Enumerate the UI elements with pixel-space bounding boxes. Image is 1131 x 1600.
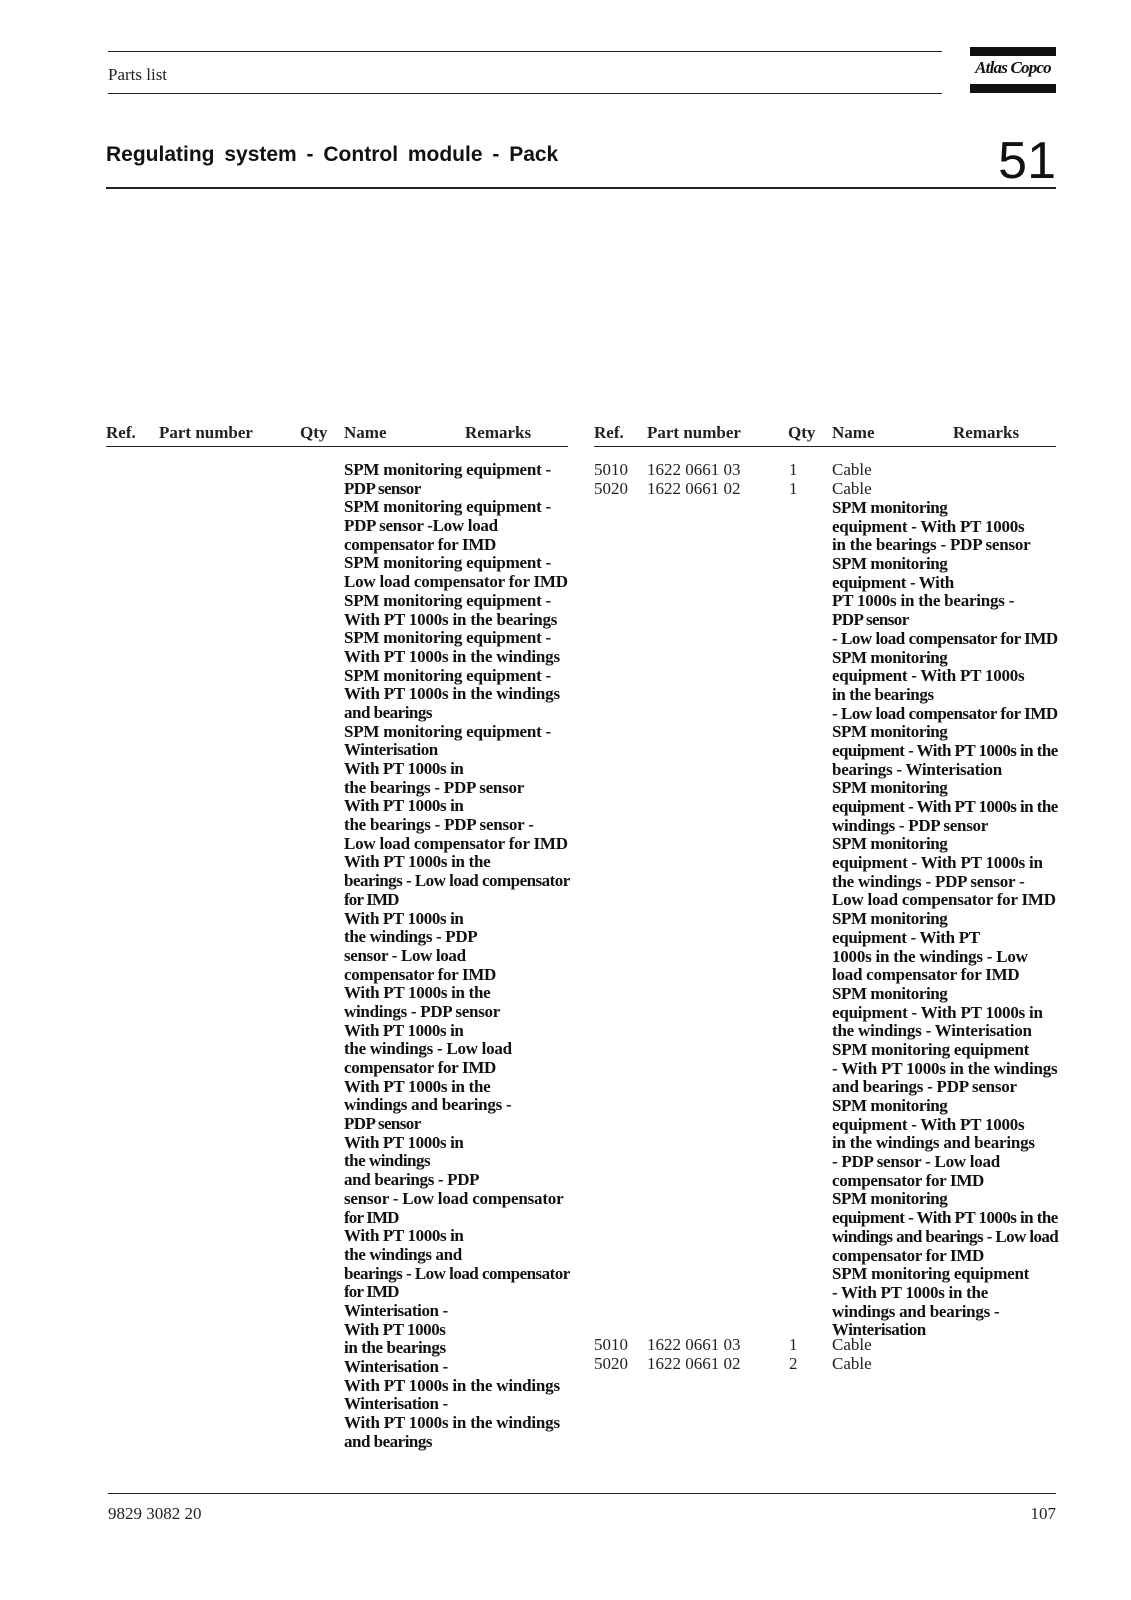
name-line: and bearings	[344, 702, 432, 722]
right-col-part-number: Part number	[647, 423, 741, 442]
name-line: in the bearings	[344, 1338, 446, 1358]
name-line: With PT 1000s in	[344, 908, 464, 928]
name-line: compensator for IMD	[344, 534, 497, 554]
right-col-qty: Qty	[788, 423, 816, 442]
name-line: With PT 1000s in	[344, 759, 464, 778]
name-line: PDP sensor -Low load	[344, 516, 498, 536]
name-line: SPM monitoring equipment -	[344, 553, 551, 573]
footer-doc-number: 9829 3082 20	[108, 1504, 202, 1523]
name-line: in the windings and bearings	[832, 1133, 1035, 1153]
name-line: in the bearings	[832, 684, 934, 704]
name-line: With PT 1000s in the windings	[344, 1375, 560, 1395]
left-col-name: Name	[344, 423, 387, 442]
name-line: SPM monitoring equipment -	[344, 665, 551, 685]
row-name: Cable	[832, 1335, 872, 1354]
name-line: bearings - Winterisation	[832, 759, 1002, 779]
row-ref: 5020	[594, 1353, 628, 1373]
footer-page-number: 107	[1030, 1504, 1056, 1523]
row-name: Cable	[832, 1353, 872, 1373]
name-line: Winterisation	[832, 1320, 926, 1340]
name-line: Winterisation -	[344, 1357, 448, 1376]
name-line: the windings - PDP sensor -	[832, 871, 1025, 891]
section-number: 51	[998, 132, 1056, 190]
name-line: PT 1000s in the bearings -	[832, 591, 1015, 611]
name-line: With PT 1000s	[344, 1319, 446, 1339]
name-line: SPM monitoring	[832, 554, 948, 574]
name-line: equipment - With PT 1000s	[832, 516, 1025, 536]
row-ref: 5010	[594, 1335, 628, 1354]
row-qty: 1	[789, 460, 798, 479]
name-line: With PT 1000s in the bearings	[344, 609, 558, 629]
row-part-number: 1622 0661 03	[647, 460, 741, 479]
section-rule	[106, 187, 1056, 189]
left-name-list	[344, 461, 576, 1451]
name-line: sensor - Low load	[344, 945, 466, 965]
name-line: equipment - With PT 1000s in the	[832, 797, 1058, 816]
name-line: 1000s in the windings - Low	[832, 946, 1028, 966]
name-line: SPM monitoring	[832, 1189, 948, 1209]
name-line: SPM monitoring	[832, 722, 948, 742]
footer-rule	[108, 1493, 1056, 1494]
logo-top-bar	[970, 47, 1056, 56]
row-part-number: 1622 0661 03	[647, 1335, 741, 1354]
name-line: and bearings	[344, 1431, 432, 1451]
name-line: in the bearings - PDP sensor	[832, 535, 1031, 555]
name-line: for IMD	[344, 889, 399, 909]
name-line: for IMD	[344, 1282, 399, 1302]
name-line: windings and bearings -	[344, 1095, 512, 1115]
name-line: equipment - With PT 1000s in the	[832, 1208, 1058, 1228]
name-line: equipment - With PT 1000s in	[832, 1002, 1043, 1022]
name-line: With PT 1000s in the windings	[344, 684, 560, 704]
name-line: With PT 1000s in the	[344, 983, 491, 1003]
name-line: SPM monitoring equipment	[832, 1039, 1030, 1059]
name-line: PDP sensor	[344, 478, 421, 498]
row-ref: 5020	[594, 478, 628, 498]
name-line: compensator for IMD	[344, 964, 497, 984]
row-ref: 5010	[594, 460, 628, 479]
name-line: SPM monitoring equipment -	[344, 497, 551, 517]
atlas-copco-logo	[970, 47, 1056, 93]
name-line: sensor - Low load compensator	[344, 1188, 564, 1208]
name-line: Low load compensator for IMD	[344, 572, 568, 592]
name-line: equipment - With PT 1000s	[832, 666, 1025, 686]
name-line: equipment - With PT 1000s in the	[832, 740, 1058, 760]
name-line: - Low load compensator for IMD	[832, 703, 1058, 723]
name-line: and bearings - PDP	[344, 1170, 480, 1190]
name-line: Winterisation -	[344, 1300, 448, 1320]
name-line: the bearings - PDP sensor -	[344, 815, 534, 835]
row-name: Cable	[832, 460, 872, 479]
name-line: the windings - PDP	[344, 927, 478, 947]
right-col-name: Name	[832, 423, 875, 442]
name-line: Winterisation	[344, 740, 438, 760]
name-line: SPM monitoring equipment -	[344, 590, 551, 610]
name-line: compensator for IMD	[344, 1058, 497, 1077]
name-line: SPM monitoring equipment -	[344, 628, 551, 648]
left-col-remarks: Remarks	[465, 423, 532, 442]
right-col-remarks: Remarks	[953, 423, 1020, 442]
name-line: windings - PDP sensor	[832, 815, 988, 835]
section-title: Regulating system - Control module - Pack	[106, 143, 559, 166]
left-header-rule	[106, 446, 568, 447]
name-line: - With PT 1000s in the windings	[832, 1058, 1058, 1078]
name-line: SPM monitoring	[832, 647, 948, 667]
name-line: SPM monitoring	[832, 983, 948, 1003]
name-line: SPM monitoring	[832, 909, 948, 929]
name-line: PDP sensor	[344, 1114, 421, 1134]
name-line: windings and bearings -	[832, 1301, 1000, 1321]
name-line: load compensator for IMD	[832, 965, 1020, 985]
left-col-part-number: Part number	[159, 423, 253, 442]
right-col-ref: Ref.	[594, 423, 624, 442]
name-line: With PT 1000s in	[344, 1020, 464, 1040]
name-line: Winterisation -	[344, 1394, 448, 1414]
name-line: equipment - With PT	[832, 927, 980, 947]
name-line: SPM monitoring	[832, 1096, 948, 1115]
name-line: Low load compensator for IMD	[832, 890, 1056, 910]
name-line: the windings and	[344, 1244, 462, 1264]
name-line: Low load compensator for IMD	[344, 833, 568, 853]
right-name-list	[832, 499, 1064, 1340]
row-name: Cable	[832, 478, 872, 498]
header-top-rule	[108, 51, 942, 52]
row-part-number: 1622 0661 02	[647, 478, 741, 498]
name-line: equipment - With	[832, 572, 954, 592]
left-col-qty: Qty	[300, 423, 328, 442]
name-line: and bearings - PDP sensor	[832, 1077, 1017, 1097]
name-line: SPM monitoring equipment	[832, 1264, 1030, 1284]
name-line: for IMD	[344, 1207, 399, 1227]
name-line: With PT 1000s in	[344, 796, 464, 816]
name-line: the windings - Winterisation	[832, 1021, 1032, 1041]
name-line: With PT 1000s in the windings	[344, 1413, 560, 1433]
name-line: SPM monitoring equipment -	[344, 460, 551, 479]
name-line: compensator for IMD	[832, 1245, 985, 1265]
name-line: - With PT 1000s in the	[832, 1282, 989, 1302]
left-col-ref: Ref.	[106, 423, 136, 442]
logo-bottom-bar	[970, 84, 1056, 93]
name-line: SPM monitoring	[832, 778, 948, 798]
name-line: With PT 1000s in the windings	[344, 646, 560, 666]
name-line: bearings - Low load compensator	[344, 1263, 570, 1283]
logo-wordmark: Atlas Copco	[975, 58, 1051, 77]
name-line: the windings	[344, 1151, 431, 1171]
name-line: bearings - Low load compensator	[344, 871, 570, 891]
name-line: With PT 1000s in	[344, 1226, 464, 1246]
name-line: compensator for IMD	[832, 1170, 985, 1190]
name-line: the windings - Low load	[344, 1039, 512, 1059]
header-label: Parts list	[108, 65, 168, 84]
row-qty: 2	[789, 1353, 798, 1373]
name-line: equipment - With PT 1000s	[832, 1114, 1025, 1134]
header-bottom-rule	[108, 93, 942, 94]
name-line: With PT 1000s in the	[344, 1076, 491, 1096]
name-line: windings and bearings - Low load	[832, 1226, 1059, 1246]
row-qty: 1	[789, 478, 798, 498]
name-line: SPM monitoring	[832, 834, 948, 854]
name-line: - Low load compensator for IMD	[832, 628, 1058, 648]
name-line: With PT 1000s in	[344, 1132, 464, 1152]
name-line: - PDP sensor - Low load	[832, 1152, 1000, 1172]
row-qty: 1	[789, 1335, 798, 1354]
name-line: the bearings - PDP sensor	[344, 777, 525, 797]
row-part-number: 1622 0661 02	[647, 1353, 741, 1373]
name-line: equipment - With PT 1000s in	[832, 853, 1043, 873]
name-line: SPM monitoring equipment -	[344, 721, 551, 741]
name-line: windings - PDP sensor	[344, 1001, 500, 1021]
name-line: With PT 1000s in the	[344, 852, 491, 872]
name-line: SPM monitoring	[832, 498, 948, 517]
name-line: PDP sensor	[832, 610, 909, 630]
right-header-rule	[594, 446, 1056, 447]
